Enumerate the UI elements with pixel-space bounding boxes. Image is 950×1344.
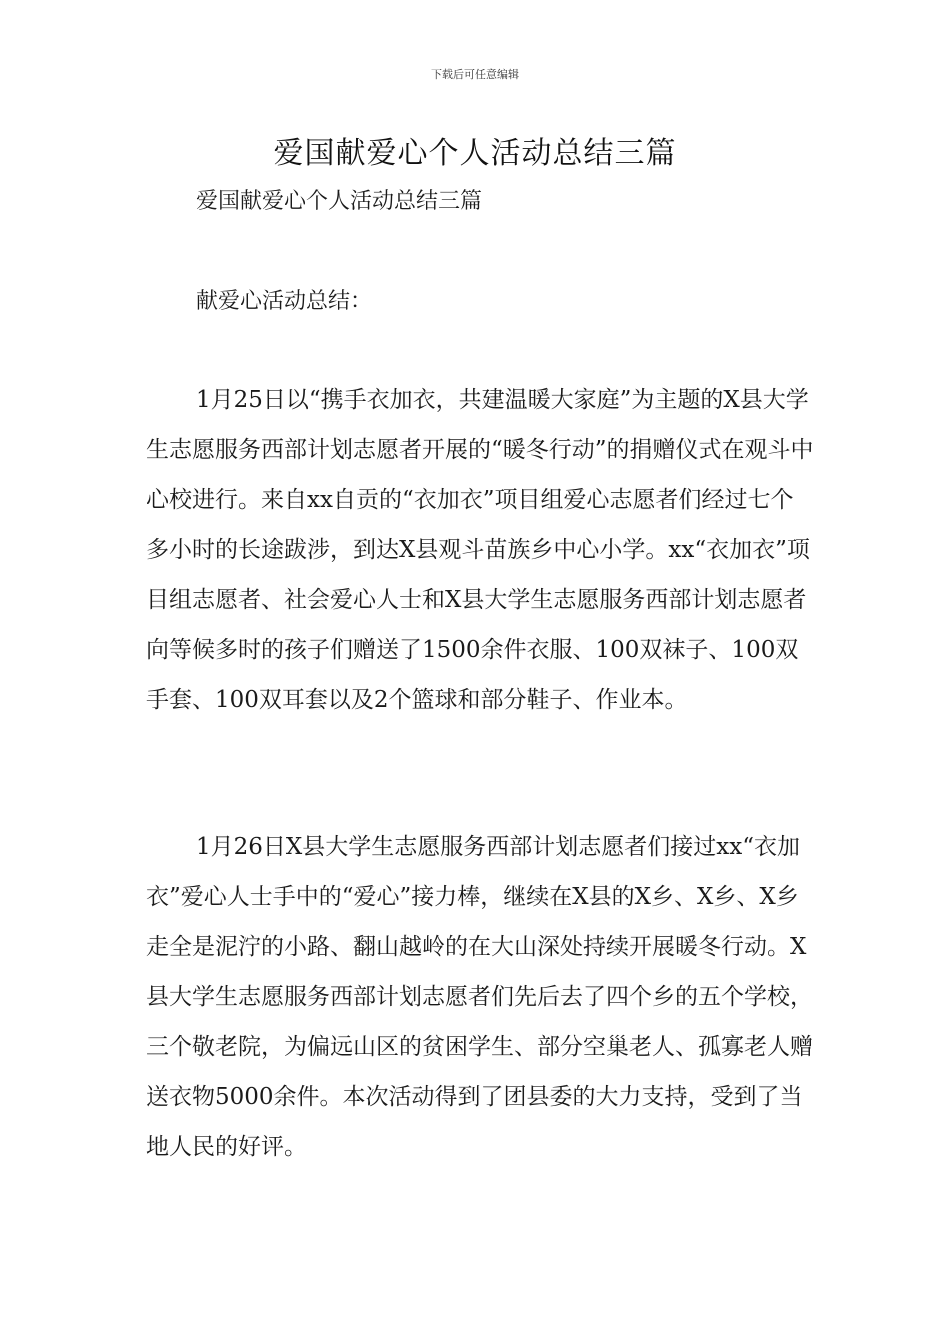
section-heading: 献爱心活动总结： xyxy=(196,289,373,314)
document-title: 爱国献爱心个人活动总结三篇 xyxy=(273,136,677,171)
header-note: 下载后可任意编辑 xyxy=(431,68,519,81)
body-paragraph-1: 1月25日以“携手衣加衣，共建温暖大家庭”为主题的X县大学生志愿服务西部计划志愿者开展的“暖冬行动”的捐赠仪式在观斗中心校进行。来自xx自贡的“衣加衣”项目组爱心志愿者们经过七个多小时的长途跋涉，到达X县观斗苗族乡中心小学。xx“衣加衣”项目组志愿者、社会爱心人士和X县大学生志愿服务西部计划志愿者向等候多时的孩子们赠送了1500余件衣服、100双袜子、100双手套、100双耳套以及2个篮球和部分鞋子、作业本。 xyxy=(146,387,814,713)
document-subtitle: 爱国献爱心个人活动总结三篇 xyxy=(196,189,483,214)
body-paragraph-2: 1月26日X县大学生志愿服务西部计划志愿者们接过xx“衣加衣”爱心人士手中的“爱心”接力棒，继续在X县的X乡、X乡、X乡走全是泥泞的小路、翻山越岭的在大山深处持续开展暖冬行动。X县大学生志愿服务西部计划志愿者们先后去了四个乡的五个学校，三个敬老院，为偏远山区的贫困学生、部分空巢老人、孤寡老人赠送衣物5000余件。本次活动得到了团县委的大力支持，受到了当地人民的好评。 xyxy=(146,834,813,1160)
